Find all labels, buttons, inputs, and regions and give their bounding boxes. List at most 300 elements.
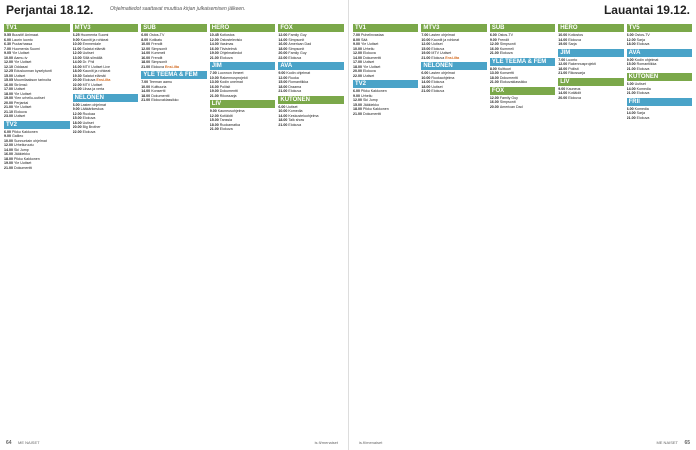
listing-column: [627, 22, 692, 438]
program-time: 10.00: [558, 33, 569, 37]
channel-header: YLE TEEMA & FEM: [490, 58, 555, 66]
program-time: 12.00: [141, 46, 152, 51]
program-title: Ostos-TV: [149, 33, 165, 37]
program-time: 10.00: [278, 109, 289, 113]
program-title: Elokuva: [288, 89, 302, 93]
program-title: Yle Uutiset: [363, 64, 381, 69]
program-title: Ruokaa: [82, 111, 95, 116]
channel-header: AVA: [627, 49, 692, 57]
program-title: Uutiset: [14, 73, 26, 78]
page-header: [0, 0, 348, 22]
program-title: Kotiostos: [568, 33, 584, 37]
program-entry: [490, 51, 555, 56]
program-title: Strömsö: [14, 82, 28, 87]
program-time: 14.00: [353, 55, 363, 60]
program-time: 16.00: [209, 84, 220, 89]
program-time: 14.00: [141, 51, 152, 55]
program-time: 12.00: [353, 51, 363, 55]
program-title: Uutiset: [431, 42, 443, 46]
program-time: 18.00: [278, 46, 289, 51]
program-title: Rakennusprojekti: [219, 75, 248, 80]
program-time: 15.00: [421, 46, 432, 51]
program-title: Simpsonit: [499, 100, 516, 104]
program-time: 19.00: [209, 89, 220, 93]
program-title: Urheiluruutu: [14, 143, 34, 147]
program-time: 19.00: [209, 51, 220, 55]
program-title: Komedia: [634, 106, 649, 111]
program-time: 9.00: [72, 37, 81, 42]
channel-header: TV2: [4, 121, 70, 129]
program-time: 14.00: [626, 86, 637, 91]
program-title: Salatut elämät: [82, 46, 106, 51]
program-time: 9.00: [72, 107, 81, 111]
program-time: 10.00: [4, 55, 14, 60]
program-title: MTV Uutiset: [82, 82, 103, 87]
program-title: Dokumentti: [363, 111, 382, 116]
program-title: Kodin ohjelmat: [634, 57, 659, 62]
program-title: Galileo: [12, 134, 24, 138]
program-title: Yle Uutiset: [361, 42, 379, 46]
listing-column: [278, 22, 344, 438]
program-title: Kotiäidit: [219, 113, 233, 118]
channel-header: HERO: [210, 24, 276, 32]
program-title: Sunnuntain ohjelmat: [14, 138, 47, 143]
program-title: Buustit! Animaat.: [12, 33, 39, 37]
program-title: Sarja: [636, 111, 646, 115]
program-time: 6.00: [421, 71, 430, 75]
program-time: 15.00: [353, 102, 363, 107]
program-time: 18.00: [4, 91, 14, 96]
channel-header: LIV: [210, 100, 276, 108]
program-time: 18.00: [353, 64, 363, 69]
program-title: Uutiset: [82, 120, 94, 125]
program-title: Ylen urheilu-uutiset: [14, 96, 45, 100]
program-time: 19.00: [4, 96, 14, 100]
program-title: Elokuva: [636, 66, 650, 71]
program-title: Konsertti: [499, 71, 514, 75]
program-title: Kummeli: [151, 51, 166, 55]
program-time: 20.00: [558, 95, 569, 100]
program-time: 19.30: [72, 73, 83, 78]
program-time: 12.00: [209, 113, 220, 118]
program-entry: [627, 91, 692, 96]
page-header: [349, 0, 696, 22]
program-time: 21.00: [489, 51, 500, 55]
program-title: Lasten ohjelmat: [429, 71, 455, 75]
program-time: 16.00: [72, 64, 83, 69]
listing-column: [421, 22, 486, 438]
program-time: 20.00: [72, 78, 83, 82]
channel-header: MTV3: [421, 24, 486, 32]
program-time: 7.00: [4, 46, 12, 51]
program-title: Yle Uutiset: [14, 105, 32, 109]
program-title: Kauniit ja rohkeat: [80, 37, 109, 42]
program-title: Uutiset: [363, 60, 375, 64]
program-title: Simpsonit: [288, 37, 305, 42]
program-time: 6.25: [72, 33, 81, 37]
program-time: 9.00: [558, 86, 567, 91]
program-time: 6.00: [353, 89, 361, 93]
program-title: Kulttuuri: [497, 66, 511, 71]
program-time: 12.00: [489, 42, 500, 46]
program-entry: [627, 42, 692, 47]
program-title: Poliisit: [568, 66, 579, 71]
program-time: 20.00: [353, 69, 363, 73]
program-time: 15.00: [4, 73, 14, 78]
listing-column: [490, 22, 555, 438]
program-title: Elokuva: [363, 51, 376, 55]
program-title: Ostos-TV: [497, 33, 513, 37]
program-title: Uutiset: [431, 84, 443, 89]
program-time: 6.00: [4, 129, 12, 134]
program-title: Emmerdale: [82, 42, 101, 46]
program-entry: [627, 116, 692, 121]
program-time: 14.00: [278, 113, 289, 118]
page-footer: [0, 440, 348, 448]
program-title: Ski Jump: [363, 98, 378, 102]
program-entry: [558, 71, 623, 76]
program-title: Pikku Kakkonen: [12, 129, 38, 134]
channel-header: TV2: [353, 80, 418, 88]
channel-header: KUTONEN: [627, 73, 692, 81]
magazine-name: ME NAISET: [656, 440, 678, 445]
program-title: Pikku Kakkonen: [363, 107, 389, 111]
program-title: American Dad: [288, 42, 312, 46]
program-time: 21.00: [209, 127, 220, 131]
program-time: 7.00: [353, 33, 361, 37]
program-title: Dokumentti: [499, 75, 518, 80]
program-title: Elokuva: [219, 127, 233, 131]
program-time: 6.00: [278, 104, 287, 109]
program-time: 21.00: [209, 55, 220, 60]
program-time: 6.00: [4, 37, 12, 42]
program-time: 12.00: [421, 42, 432, 46]
program-time: 21.00: [421, 89, 432, 93]
program-title: Elokuva: [636, 42, 650, 46]
program-time: 18.00: [626, 42, 637, 46]
program-time: 13.00: [72, 55, 83, 60]
program-title: Elokuva: [288, 55, 302, 60]
program-time: 9.00: [209, 109, 218, 113]
program-time: 18.00: [353, 107, 363, 111]
program-time: 12.00: [4, 60, 14, 64]
program-title: Sarja: [568, 42, 577, 46]
program-time: 22.00: [72, 129, 83, 134]
program-title: Uutiset: [14, 114, 26, 118]
program-entry: [4, 166, 70, 171]
page-date: Lauantai 19.12.: [603, 3, 690, 17]
program-time: 21.00: [4, 165, 14, 170]
program-title: Draama: [288, 84, 302, 89]
program-title: Kauneusohjelma: [217, 109, 245, 113]
program-title: Dokumentti: [219, 89, 238, 93]
program-time: 12.00: [72, 51, 83, 55]
program-title: Pikku Kakkonen: [361, 89, 387, 93]
program-title: Kotikatu: [149, 37, 163, 42]
program-time: 21.00: [209, 93, 220, 98]
program-time: 7.00: [558, 57, 567, 62]
program-title: Tanssia: [219, 118, 232, 122]
program-time: 10.00: [353, 46, 363, 51]
channel-header: JIM: [210, 62, 276, 70]
program-entry: [210, 127, 276, 132]
program-time: 13.00: [209, 80, 220, 84]
program-title: Frendit: [151, 55, 163, 60]
program-title: Huomenta Suomi: [12, 46, 40, 51]
program-title: Luonnon ihmeet: [217, 71, 244, 75]
program-title: Jääkiekko: [14, 152, 30, 156]
listing-column: [73, 22, 139, 438]
program-time: 6.00: [489, 33, 498, 37]
program-title: Talk show: [288, 118, 305, 122]
program-title: Uutiset: [82, 51, 94, 55]
program-time: 18.00: [209, 122, 220, 127]
program-entry: [141, 98, 207, 103]
program-time: 16.00: [4, 152, 14, 156]
program-time: 9.00: [626, 57, 635, 62]
program-title: Ruoka: [288, 75, 299, 80]
program-title: Romantiikka: [288, 80, 309, 84]
program-entry: [421, 89, 486, 94]
page-date: Perjantai 18.12.: [6, 3, 94, 17]
program-title: Yle Uutiset: [14, 161, 32, 165]
program-entry: [558, 42, 623, 47]
program-title: Komedia: [288, 109, 303, 113]
channel-header: TV1: [4, 24, 70, 32]
program-time: 10.00: [4, 138, 14, 143]
program-entry: [490, 105, 555, 110]
program-title: Tiivistelmä: [219, 46, 237, 51]
program-title: Salatut elämät: [82, 73, 106, 78]
program-time: 15.00: [278, 80, 289, 84]
program-time: 9.00: [278, 71, 287, 75]
program-time: 20.00: [489, 104, 500, 109]
listing-columns: [353, 22, 692, 438]
program-title: Family Guy: [499, 95, 518, 100]
program-time: 14.00: [72, 60, 83, 64]
channel-header: FOX: [490, 87, 555, 95]
program-title: MTV Uutiset Live: [82, 64, 110, 69]
listing-column: [558, 22, 623, 438]
listing-column: [210, 22, 276, 438]
premiere-badge: Ensi-ilta: [444, 55, 460, 60]
program-time: 10.00: [209, 75, 220, 80]
page-number: 64: [6, 440, 12, 446]
program-time: 9.00: [353, 93, 361, 98]
magazine-name: ME NAISET: [18, 440, 40, 445]
program-time: 9.00: [4, 134, 12, 138]
program-title: Vasimas: [219, 42, 234, 46]
program-entry: [558, 96, 623, 101]
program-time: 14.00: [278, 37, 289, 42]
program-title: Dokumentti: [14, 165, 33, 170]
program-title: Elokuva: [431, 55, 445, 60]
program-time: 6.00: [141, 33, 150, 37]
program-time: 21.00: [353, 111, 363, 116]
program-title: Sarja: [636, 37, 646, 42]
program-title: Perjantai: [14, 100, 29, 105]
program-entry: [73, 87, 139, 92]
program-entry: [210, 56, 276, 61]
program-time: 10.00: [72, 42, 83, 46]
program-title: Komedia: [636, 86, 651, 91]
program-time: 10.00: [141, 42, 152, 46]
program-title: Dokumentti: [151, 93, 170, 98]
program-title: Yle Uutiset: [14, 91, 32, 96]
program-time: 7.00: [421, 33, 430, 37]
program-title: Rakennusprojekti: [568, 62, 596, 66]
page-notice: Ohjelmatiedot saattavat muuttua kirjan julkaisemisen jälkeen.: [110, 6, 246, 12]
program-title: Kummeli: [499, 46, 514, 51]
program-time: 21.00: [626, 66, 637, 71]
program-time: 21.00: [278, 89, 289, 93]
program-time: 9.00: [489, 37, 498, 42]
listing-column: [141, 22, 207, 438]
program-time: 12.00: [626, 37, 637, 42]
program-title: Uutiset: [14, 87, 26, 91]
program-time: 21.00: [626, 115, 637, 120]
program-time: 9.05: [4, 51, 12, 55]
program-title: Ruokamatka: [219, 122, 240, 127]
right-page: [348, 0, 696, 450]
program-time: 12.00: [278, 33, 289, 37]
program-title: Big Brother: [82, 125, 101, 129]
program-title: Huomenta Suomi: [80, 33, 109, 37]
program-title: Elokuva: [568, 37, 582, 42]
program-time: 8.00: [353, 37, 361, 42]
program-time: 19.00: [4, 161, 14, 165]
channel-header: YLE TEEMA & FEM: [141, 71, 207, 79]
program-time: 16.00: [141, 55, 152, 60]
listing-column: [4, 22, 70, 438]
program-title: Ohjelmatiedot: [219, 51, 242, 55]
program-time: 23.00: [4, 114, 14, 118]
website: is.fi/menaiset: [314, 440, 338, 445]
program-title: Elokuva: [636, 115, 650, 120]
channel-header: FRII: [627, 98, 692, 106]
program-title: Elokuva: [82, 129, 96, 134]
program-time: 21.00: [141, 98, 152, 102]
program-time: 16.00: [489, 100, 500, 104]
program-title: Frendit: [151, 42, 163, 46]
program-title: Elokuva: [151, 64, 164, 69]
program-time: 20.00: [4, 100, 14, 105]
program-title: Oddasat: [14, 64, 28, 69]
program-title: Poliisit: [219, 84, 231, 89]
program-title: Elokuva: [219, 55, 233, 60]
program-time: 20.00: [72, 125, 83, 129]
program-time: 10.00: [421, 37, 432, 42]
program-entry: [73, 130, 139, 135]
program-entry: [353, 112, 418, 117]
program-time: 18.00: [72, 69, 83, 73]
program-time: 14.00: [4, 147, 14, 152]
program-title: Keskusteluohjelma: [288, 113, 319, 118]
program-title: Lihaa ja verta: [82, 87, 105, 91]
program-time: 14.00: [626, 111, 637, 115]
program-title: Sää: [361, 37, 368, 42]
program-title: Elokuva: [431, 46, 445, 51]
program-time: 12.25: [4, 69, 14, 73]
program-time: 12.10: [4, 64, 14, 69]
program-title: Elokuva: [431, 80, 445, 84]
program-time: 21.00: [421, 55, 432, 60]
program-time: 6.00: [626, 33, 635, 37]
program-title: Pikku Kakkonen: [14, 156, 40, 161]
program-time: 12.00: [4, 143, 14, 147]
program-title: Yle Uutiset: [14, 60, 32, 64]
program-title: Frendit: [497, 37, 509, 42]
program-title: Konsertti: [151, 89, 166, 93]
program-time: 19.00: [421, 51, 432, 55]
program-title: Urheilu: [363, 46, 375, 51]
program-title: Uutiset: [363, 73, 375, 78]
program-time: 14.00: [141, 89, 152, 93]
program-title: Urheilu: [361, 93, 373, 98]
program-title: Lasten ohjelmat: [80, 102, 106, 107]
program-title: Elokuva: [363, 69, 376, 73]
page-number: 65: [684, 440, 690, 446]
program-title: Elokuva: [499, 51, 513, 55]
channel-header: TV5: [627, 24, 692, 32]
program-entry: [353, 74, 418, 79]
program-title: Simpsonit: [151, 46, 167, 51]
program-time: 21.00: [489, 80, 500, 84]
program-title: Simpsonit: [288, 46, 305, 51]
program-title: Elokuva: [568, 95, 582, 100]
program-title: Elokuvaklassikko: [151, 98, 179, 102]
program-entry: [627, 67, 692, 72]
program-title: Family Guy: [288, 33, 307, 37]
program-time: 8.00: [489, 66, 498, 71]
program-time: 18.00: [558, 66, 569, 71]
program-title: Muumilaakson tarinoita: [14, 78, 51, 82]
program-title: Simpsonit: [499, 42, 516, 46]
program-time: 14.00: [209, 42, 220, 46]
program-time: 19.00: [558, 42, 569, 46]
program-time: 18.00: [489, 75, 500, 80]
program-time: 14.00: [421, 80, 432, 84]
program-time: 15.05: [4, 78, 14, 82]
program-title: Uutiset: [286, 104, 298, 109]
program-title: Puutarhassa: [12, 42, 33, 46]
program-time: 7.00: [209, 71, 218, 75]
program-time: 6.00: [626, 106, 635, 111]
program-entry: [278, 56, 344, 61]
program-time: 18.00: [141, 93, 152, 98]
program-title: Dr. Phil: [82, 60, 95, 64]
program-entry: [278, 89, 344, 94]
program-time: 12.00: [278, 75, 289, 80]
channel-header: HERO: [558, 24, 623, 32]
program-title: Jääkiekko: [363, 102, 379, 107]
channel-header: KUTONEN: [278, 96, 344, 104]
program-time: 15.00: [72, 116, 83, 120]
program-time: 12.00: [209, 37, 220, 42]
program-time: 18.00: [421, 84, 432, 89]
program-title: Eduskunnan kyselytunti: [14, 69, 52, 73]
program-title: Lääkärikeskus: [80, 107, 104, 111]
program-title: Puhelinvastaa: [361, 33, 384, 37]
program-time: 12.00: [353, 98, 363, 102]
program-title: Elokuva: [14, 109, 27, 114]
program-time: 18.00: [72, 120, 83, 125]
program-title: Kauniit ja rohkeat: [431, 37, 460, 42]
program-title: Sillä silmällä: [82, 55, 103, 60]
program-time: 14.00: [558, 91, 569, 95]
program-time: 21.10: [4, 109, 14, 114]
program-time: 23.00: [72, 87, 83, 91]
